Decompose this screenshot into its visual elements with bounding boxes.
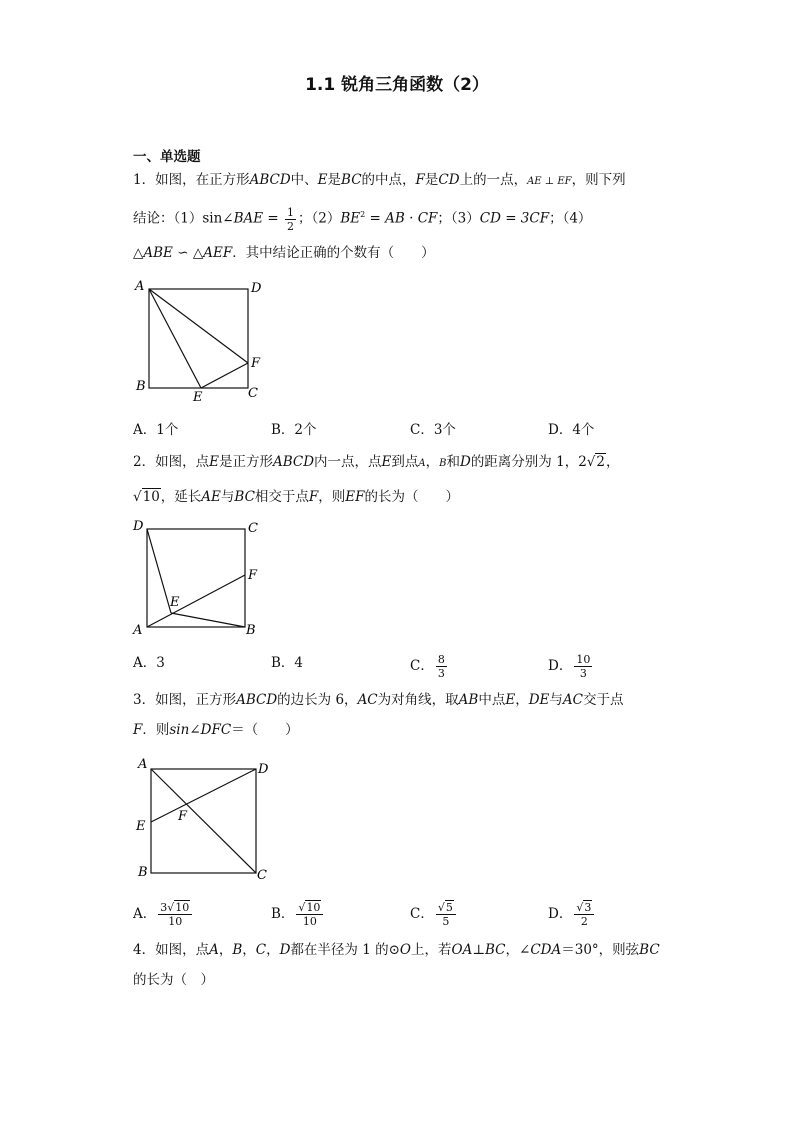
q3-label-d: D [258, 762, 269, 777]
q3-label-b: B [138, 865, 148, 880]
q2-figure [130, 518, 270, 643]
q3-stem-line2: F．则sin∠DFC＝（ ） [133, 722, 299, 738]
q3-figure [130, 755, 275, 885]
q2-option-d[interactable]: D． $\frac{10}{3}$ [548, 653, 591, 680]
q3-label-c: C [257, 868, 267, 883]
q2-stem-line2: √10，延长AE与BC相交于点F，则EF的长为（ ） [133, 489, 460, 505]
q1-label-b: B [136, 379, 146, 394]
page-title: 1.1 锐角三角函数（2） [305, 75, 489, 95]
q1-label-c: C [248, 386, 258, 401]
q1-option-c[interactable]: C．3个 [410, 422, 456, 438]
q2-label-b: B [246, 623, 256, 638]
fraction-one-half: $\frac{1}{2}$ [287, 205, 295, 233]
q1-label-a: A [135, 279, 145, 294]
q3-label-e: E [136, 819, 146, 834]
q2-label-f: F [248, 568, 258, 583]
q3-label-f: F [178, 809, 188, 824]
q2-stem-line1: 2．如图，点E是正方形ABCD内一点，点E到点A，B和D的距离分别为 1，2√2， [133, 454, 620, 470]
q1-label-e: E [193, 390, 203, 405]
q1-label-d: D [251, 281, 262, 296]
q2-label-e: E [170, 595, 180, 610]
q2-option-b[interactable]: B．4 [271, 655, 304, 671]
q3-option-d[interactable]: D． $\frac{√3}{2}$ [548, 901, 596, 928]
q3-option-a[interactable]: A． $\frac{3√10}{10}$ [133, 901, 194, 928]
q3-option-c[interactable]: C． $\frac{√5}{5}$ [410, 901, 458, 928]
q2-option-c[interactable]: C． $\frac{8}{3}$ [410, 653, 445, 680]
q1-stem-line3: △ABE ∽ △AEF．其中结论正确的个数有（ ） [133, 245, 435, 261]
q2-option-a[interactable]: A．3 [133, 655, 165, 671]
q4-stem-line1: 4．如图，点A，B，C，D都在半径为 1 的⊙O上，若OA⊥BC，∠CDA＝30°，则弦BC [133, 942, 660, 958]
q4-stem-line2: 的长为（ ） [133, 972, 214, 988]
q1-figure [130, 278, 270, 408]
q1-option-d[interactable]: D．4个 [548, 422, 595, 438]
q1-stem-line2: 结论：（1）sin∠BAE = $\frac{1}{2}$ ；$(2)BE^2$ = AB · CF；（3）CD = 3CF；（4） [133, 205, 592, 233]
section-heading: 一、单选题 [133, 149, 201, 165]
q2-label-a: A [133, 623, 143, 638]
q1-option-a[interactable]: A．1个 [133, 422, 179, 438]
q3-label-a: A [138, 757, 148, 772]
q3-option-b[interactable]: B． $\frac{√10}{10}$ [271, 901, 325, 928]
q2-label-c: C [248, 521, 258, 536]
q1-stem-line1: 1．如图，在正方形ABCD中、E是BC的中点，F是CD上的一点，AE ⊥ EF，则下列 [133, 172, 626, 188]
q3-stem-line1: 3．如图，正方形ABCD的边长为 6，AC为对角线，取AB中点E，DE与AC交于点 [133, 692, 624, 708]
q1-option-b[interactable]: B．2个 [271, 422, 317, 438]
q1-label-f: F [251, 356, 261, 371]
q2-label-d: D [133, 519, 144, 534]
